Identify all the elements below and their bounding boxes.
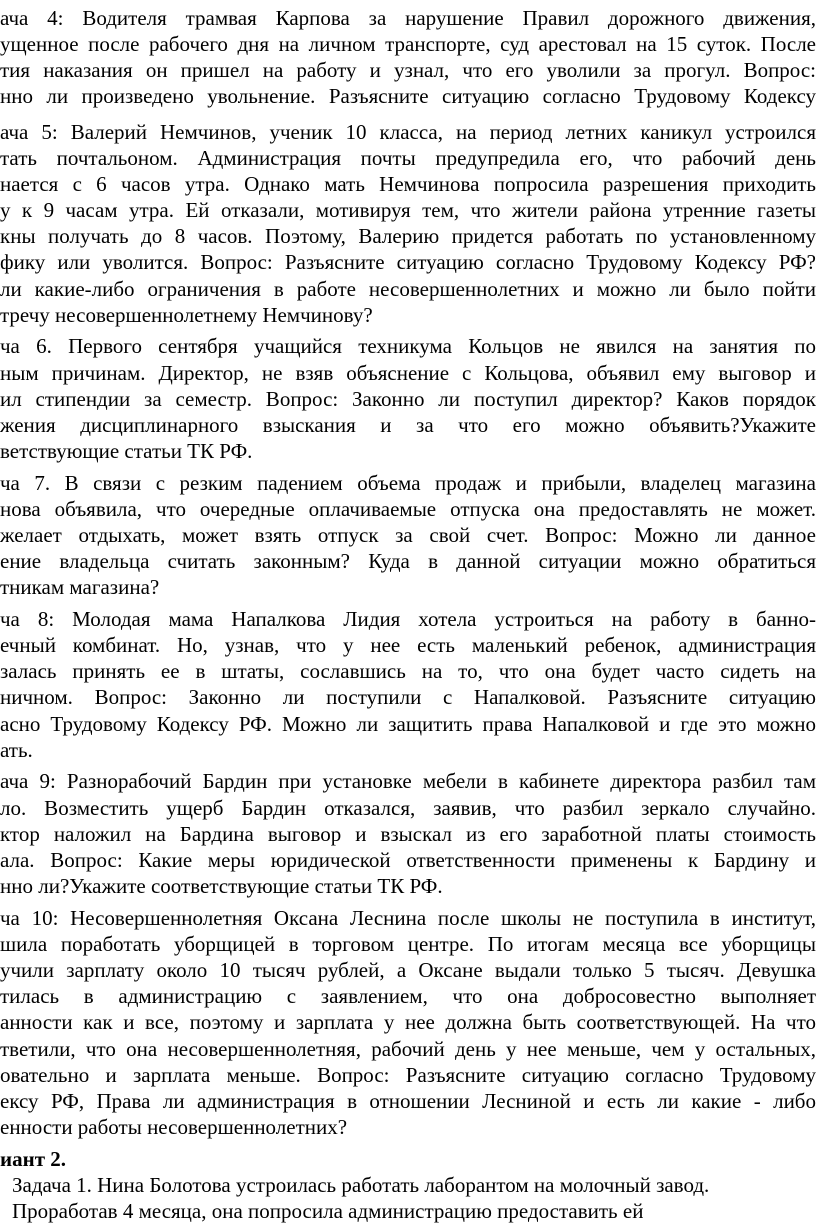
- text-line: тникам магазина?: [0, 575, 160, 599]
- text-line: тать почтальоном. Администрация почты предупредила его, что рабочий день: [0, 146, 816, 170]
- text-line: нается с 6 часов утра. Однако мать Немчинова попросила разрешения приходить: [0, 172, 816, 196]
- text-line: ать.: [0, 738, 33, 762]
- text-line: анности как и все, поэтому и зарплата у нее должна быть соответствующей. На что: [0, 1010, 816, 1034]
- text-line: ил стипендии за семестр. Вопрос: Законно ли поступил директор? Каков порядок: [0, 387, 816, 411]
- text-line: ло. Возместить ущерб Бардин отказался, заявив, что разбил зеркало случайно.: [0, 796, 816, 820]
- text-line: ветствующие статьи ТК РФ.: [0, 439, 253, 463]
- text-line: Проработав 4 месяца, она попросила администрацию предоставить ей: [12, 1199, 644, 1223]
- text-line: овательно и зарплата меньше. Вопрос: Разъясните ситуацию согласно Трудовому: [0, 1063, 816, 1087]
- text-line: ексу РФ, Права ли администрация в отношении Лесниной и есть ли какие - либо: [0, 1089, 816, 1113]
- text-line: тветили, что она несовершеннолетняя, рабочий день у нее меньше, чем у остальных,: [0, 1037, 816, 1061]
- text-line: ным причинам. Директор, не взяв объяснение с Кольцова, объявил ему выговор и: [0, 361, 816, 385]
- text-line: ача 4: Водителя трамвая Карпова за нарушение Правил дорожного движения,: [0, 6, 816, 30]
- text-line: нно ли?Укажите соответствующие статьи ТК РФ.: [0, 874, 443, 898]
- text-line: нно ли произведено увольнение. Разъясните ситуацию согласно Трудовому Кодексу: [0, 84, 816, 108]
- text-line: ача 5: Валерий Немчинов, ученик 10 класса, на период летних каникул устроился: [0, 120, 816, 144]
- text-line: асно Трудовому Кодексу РФ. Можно ли защитить права Напалковой и где это можно: [0, 712, 816, 736]
- text-line: ение владельца считать законным? Куда в данной ситуации можно обратиться: [0, 549, 816, 573]
- text-line: енности работы несовершеннолетних?: [0, 1115, 348, 1139]
- text-line: ча 6. Первого сентября учащийся техникума Кольцов не явился на занятия по: [0, 334, 816, 358]
- text-line: ча 10: Несовершеннолетняя Оксана Леснина после школы не поступила в институт,: [0, 906, 816, 930]
- text-line: ача 9: Разнорабочий Бардин при установке мебели в кабинете директора разбил там: [0, 769, 816, 793]
- text-line: тречу несовершеннолетнему Немчинову?: [0, 303, 373, 327]
- text-line: шила поработать уборщицей в торговом центре. По итогам месяца все уборщицы: [0, 932, 816, 956]
- text-line: ала. Вопрос: Какие меры юридической ответственности применены к Бардину и: [0, 848, 816, 872]
- text-line: тия наказания он пришел на работу и узнал, что его уволили за прогул. Вопрос:: [0, 58, 816, 82]
- text-line: ущенное после рабочего дня на личном транспорте, суд арестовал на 15 суток. После: [0, 32, 816, 56]
- text-line: Задача 1. Нина Болотова устроилась работать лаборантом на молочный завод.: [12, 1173, 710, 1197]
- text-line: нова объявила, что очередные оплачиваемые отпуска она предоставлять не может.: [0, 497, 816, 521]
- text-line: кны получать до 8 часов. Поэтому, Валерию придется работать по установленному: [0, 224, 816, 248]
- text-line: ча 7. В связи с резким падением объема продаж и прибыли, владелец магазина: [0, 471, 816, 495]
- text-line: у к 9 часам утра. Ей отказали, мотивируя тем, что жители района утренние газеты: [0, 198, 816, 222]
- text-line: ли какие-либо ограничения в работе несовершеннолетних и можно ли было пойти: [0, 277, 816, 301]
- text-line: жения дисциплинарного взыскания и за что его можно объявить?Укажите: [0, 413, 816, 437]
- text-line: фику или уволится. Вопрос: Разъясните ситуацию согласно Трудовому Кодексу РФ?: [0, 250, 816, 274]
- text-line: залась принять ее в штаты, сославшись на то, что она будет часто сидеть на: [0, 659, 816, 683]
- text-line: ечный комбинат. Но, узнав, что у нее есть маленький ребенок, администрация: [0, 633, 816, 657]
- text-line: ктор наложил на Бардина выговор и взыскал из его заработной платы стоимость: [0, 822, 816, 846]
- text-line: учили зарплату около 10 тысяч рублей, а Оксане выдали только 5 тысяч. Девушка: [0, 958, 816, 982]
- text-line: желает отдыхать, может взять отпуск за свой счет. Вопрос: Можно ли данное: [0, 523, 816, 547]
- text-line: ча 8: Молодая мама Напалкова Лидия хотела устроиться на работу в банно-: [0, 607, 816, 631]
- text-line: ничном. Вопрос: Законно ли поступили с Напалковой. Разъясните ситуацию: [0, 685, 816, 709]
- section-heading: иант 2.: [0, 1147, 67, 1171]
- text-line: тилась в администрацию с заявлением, что она добросовестно выполняет: [0, 984, 816, 1008]
